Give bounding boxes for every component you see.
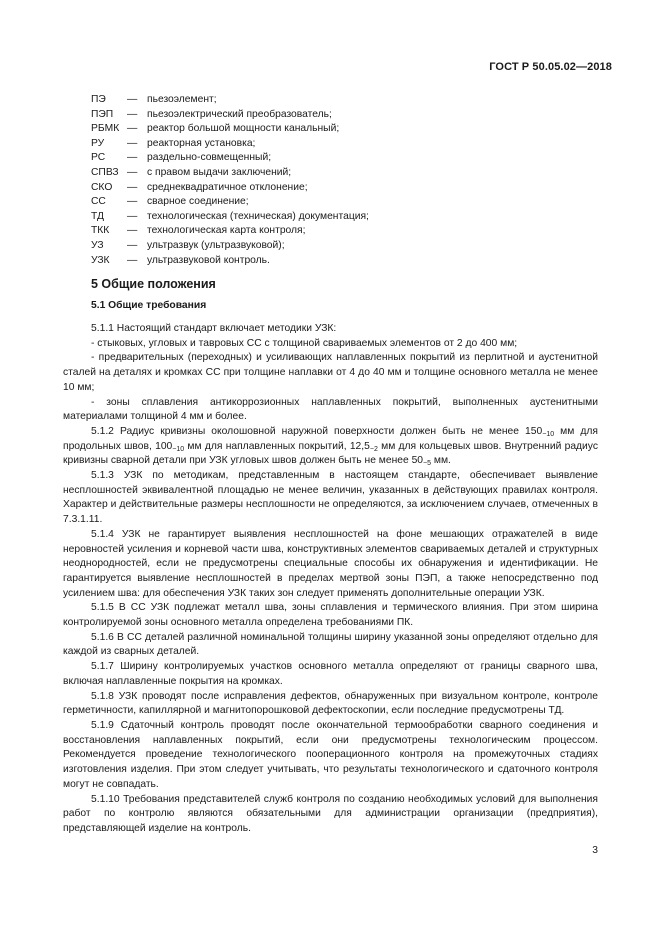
abbreviation-item <box>91 195 369 210</box>
text-fragment: 5.1.2 Радиус кривизны околошовной наружной поверхности должен быть не менее 150 <box>91 425 543 437</box>
abbreviation-code: РБМК <box>91 123 120 135</box>
abbreviation-definition: технологическая (техническая) документация; <box>147 210 369 222</box>
paragraph-5-1-9: 5.1.9 Сдаточный контроль проводят после окончательной термообработки сварного соединения и восстановления наплавленных покрытий, если они предусмотрены технологическим процессом. Рекомендуется проведение технологического пооперационного контроля на промежуточных стадиях изготовления изделия. При этом следует учитывать, что результаты технологического и сдаточного контроля могут не совпадать. <box>63 719 598 790</box>
subsection-title: 5.1 Общие требования <box>91 300 207 311</box>
abbreviation-dash: — <box>127 196 138 208</box>
abbreviation-definition: с правом выдачи заключений; <box>147 166 292 178</box>
tolerance-subscript: −10 <box>172 445 185 453</box>
abbreviation-dash: — <box>127 108 138 120</box>
text-fragment: мм. <box>431 455 451 467</box>
abbreviation-item <box>91 122 369 137</box>
text-fragment: мм для наплавленных покрытий, 12,5 <box>184 440 370 452</box>
abbreviation-dash: — <box>127 210 138 222</box>
tolerance-subscript: −5 <box>423 460 432 468</box>
abbreviation-definition: пьезоэлемент; <box>147 94 217 105</box>
abbreviation-item <box>91 224 369 239</box>
abbreviation-dash: — <box>127 94 138 105</box>
abbreviation-definition: реактор большой мощности канальный; <box>147 123 340 135</box>
abbreviation-code: СС <box>91 196 106 208</box>
abbreviation-definition: среднеквадратичное отклонение; <box>147 181 308 193</box>
abbreviation-item <box>91 166 369 181</box>
abbreviation-code: СКО <box>91 181 113 193</box>
paragraph-5-1-7: 5.1.7 Ширину контролируемых участков основного металла определяют от границы сварного шва, включая наплавленные покрытия на кромках. <box>63 661 598 687</box>
abbreviation-dash: — <box>127 254 138 266</box>
abbreviation-definition: реакторная установка; <box>147 137 256 149</box>
list-item: - зоны сплавления антикоррозионных наплавленных покрытий, выполненных аустенитными материалами толщиной 4 мм и более. <box>63 396 598 423</box>
abbreviation-code: УЗК <box>91 254 110 266</box>
abbreviation-item <box>91 210 369 225</box>
paragraph-5-1-10: 5.1.10 Требования представителей служб контроля по созданию необходимых условий для выполнения работ по контролю являются обязательными для администрации организации (предприятия), представляющей изделие на контроль. <box>63 793 598 834</box>
text-fragment: мм для продольных швов, 100 <box>63 425 598 452</box>
abbreviation-dash: — <box>127 152 138 164</box>
abbreviation-code: ПЭ <box>91 94 106 105</box>
paragraph-5-1-8: 5.1.8 УЗК проводят после исправления дефектов, обнаруженных при визуальном контроле, контроле герметичности, капиллярной и магнитопорошковой дефектоскопии, если последние предусмотрены ТД. <box>63 690 598 717</box>
tolerance-subscript: −2 <box>369 445 378 453</box>
text-fragment: мм для кольцевых швов. Внутренний радиус кривизны сварной детали при УЗК угловых швов должен быть не менее 50 <box>63 440 598 467</box>
paragraph-5-1-4: 5.1.4 УЗК не гарантирует выявления несплошностей на фоне мешающих отражателей в виде неровностей усиления и корневой части шва, конструктивных элементов свариваемых деталей и структурных неоднородностей, если не предусмотрены специальные способы их обнаружения и идентификации. Не гарантируется выявление несплошностей в пределах мертвой зоны ПЭП, а также непосредственно под усилением шва: для обеспечения УЗК таких зон следует применять дополнительные операции УЗК. <box>63 528 598 599</box>
abbreviation-list <box>91 93 369 268</box>
abbreviation-code: ПЭП <box>91 108 114 120</box>
abbreviation-definition: ультразвук (ультразвуковой); <box>147 239 285 251</box>
abbreviation-item <box>91 93 369 108</box>
abbreviation-dash: — <box>127 166 138 178</box>
abbreviation-code: УЗ <box>91 239 104 251</box>
abbreviation-code: СПВЗ <box>91 166 119 178</box>
paragraph-5-1-5: 5.1.5 В СС УЗК подлежат металл шва, зоны сплавления и термического влияния. При этом ширина контролируемой зоны основного металла определена требованиями ПК. <box>63 602 598 629</box>
body-text <box>63 322 598 837</box>
abbreviation-item <box>91 181 369 196</box>
abbreviation-definition: технологическая карта контроля; <box>147 225 306 237</box>
paragraph-5-1-3: 5.1.3 УЗК по методикам, представленным в настоящем стандарте, обеспечивает выявление несплошностей эквивалентной площадью не менее величин, указанных в действующих правилах контроля. Характер и действительные размеры несплошности не определяются, за исключением случаев, отмеченных в 7.3.1.11. <box>63 470 598 526</box>
abbreviation-dash: — <box>127 225 138 237</box>
tolerance-subscript: −10 <box>542 430 555 438</box>
abbreviation-item <box>91 254 369 269</box>
list-item: - предварительных (переходных) и усиливающих наплавленных покрытий из перлитной и аустенитной сталей на деталях и кромках СС при толщине наплавки от 4 до 40 мм и толщине основного металла не менее 10 мм; <box>63 352 598 393</box>
abbreviation-definition: сварное соединение; <box>147 196 249 208</box>
abbreviation-definition: раздельно-совмещенный; <box>147 152 272 164</box>
abbreviation-code: РУ <box>91 137 105 149</box>
abbreviation-code: ТД <box>91 210 104 222</box>
paragraph-5-1-6: 5.1.6 В СС деталей различной номинальной толщины ширину указанной зоны определяют отдельно для каждой из сварных деталей. <box>63 631 598 658</box>
page-number: 3 <box>592 845 598 856</box>
abbreviation-item <box>91 151 369 166</box>
abbreviation-code: ТКК <box>91 225 110 237</box>
abbreviation-dash: — <box>127 239 138 251</box>
abbreviation-definition: ультразвуковой контроль. <box>147 254 270 266</box>
section-title: 5 Общие положения <box>91 277 216 291</box>
abbreviation-dash: — <box>127 137 138 149</box>
abbreviation-item <box>91 137 369 152</box>
abbreviation-definition: пьезоэлектрический преобразователь; <box>147 108 332 120</box>
abbreviation-item <box>91 108 369 123</box>
abbreviation-item <box>91 239 369 254</box>
standard-code-header: ГОСТ Р 50.05.02—2018 <box>489 61 612 73</box>
list-item: - стыковых, угловых и тавровых СС с толщиной свариваемых элементов от 2 до 400 мм; <box>91 337 518 349</box>
abbreviation-code: РС <box>91 152 106 164</box>
abbreviation-dash: — <box>127 123 138 135</box>
paragraph-5-1-2 <box>63 425 598 469</box>
abbreviation-dash: — <box>127 181 138 193</box>
paragraph-5-1-1: 5.1.1 Настоящий стандарт включает методики УЗК: <box>91 323 337 334</box>
